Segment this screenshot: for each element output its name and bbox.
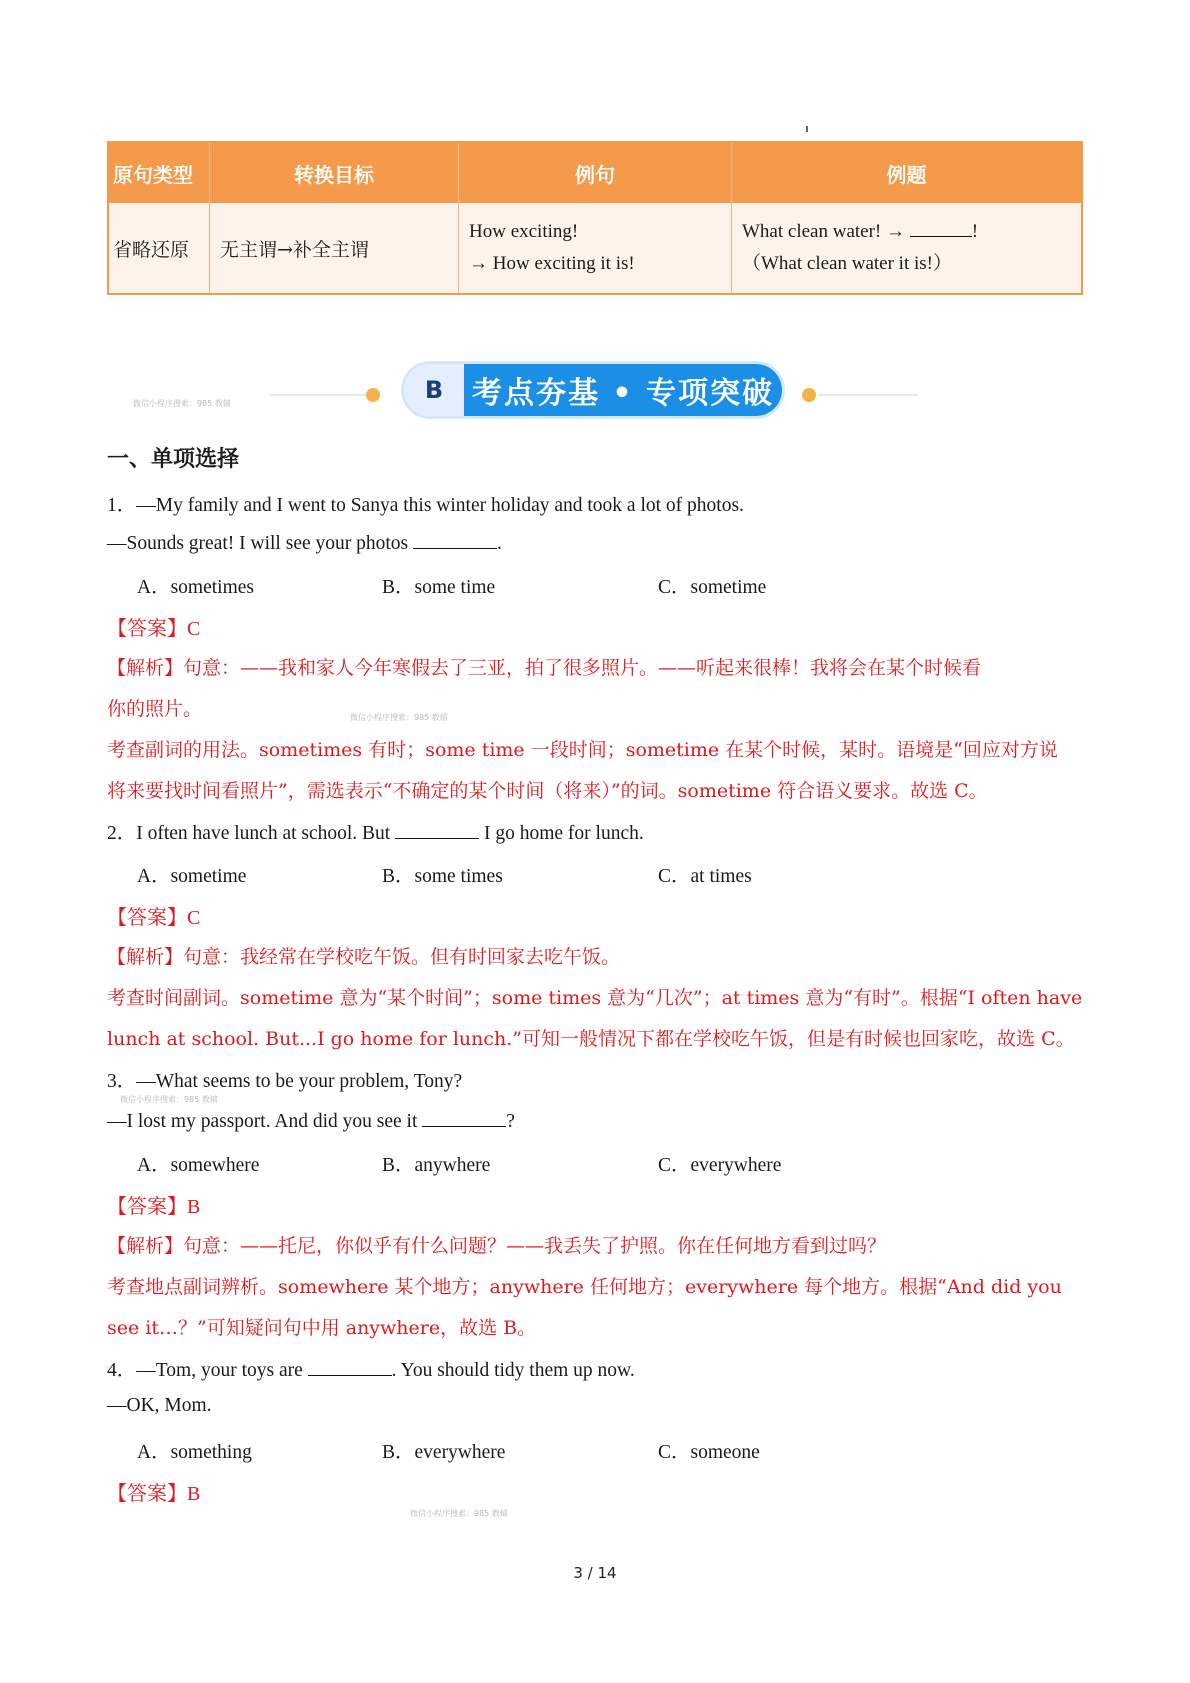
q2-option-a: A．sometime: [137, 866, 247, 887]
answer-blank: [422, 1108, 506, 1127]
example-line-2: → How exciting it is!: [469, 253, 635, 274]
answer-blank: [395, 820, 479, 839]
q3-answer: 【答案】B: [107, 1196, 201, 1218]
answer-blank: [308, 1357, 392, 1376]
header-target: 转换目标: [210, 142, 459, 203]
banner-line-left: [270, 394, 370, 396]
exercise-line-2: （What clean water it is!）: [742, 253, 952, 274]
q3-text: —I lost my passport. And did you see it: [107, 1111, 418, 1132]
q4-option-a: A．something: [137, 1442, 252, 1463]
answer-blank: [413, 530, 497, 549]
q3-explanation-3: see it…？”可知疑问句中用 anywhere，故选 B。: [107, 1317, 537, 1339]
table-header-row: [108, 142, 1082, 203]
watermark: 微信小程序搜索：985 教辅: [120, 1095, 218, 1104]
q2-text-end: I go home for lunch.: [483, 823, 644, 844]
banner-line-right: [818, 394, 918, 396]
q1-option-b: B．some time: [382, 577, 496, 598]
q3-line-2: [107, 1108, 515, 1133]
q2-line-1: [107, 817, 644, 845]
cell-example: [459, 203, 732, 294]
q3-option-b: B．anywhere: [382, 1155, 491, 1176]
q3-option-a: A．somewhere: [137, 1155, 260, 1176]
banner-letter: B: [404, 364, 464, 416]
q2-option-c: C．at times: [658, 866, 752, 887]
watermark: 微信小程序搜索：985 教辅: [410, 1509, 508, 1518]
page-number: 3 / 14: [573, 1564, 617, 1582]
exercise-text: What clean water! →: [742, 221, 905, 242]
q1-explanation-1: 【解析】句意：——我和家人今年寒假去了三亚，拍了很多照片。——听起来很棒！我将会在某个时候看: [107, 657, 982, 679]
q2-answer: 【答案】C: [107, 907, 201, 929]
q2-text: 2．I often have lunch at school. But: [107, 823, 391, 844]
q4-line-1: [107, 1354, 635, 1382]
section-banner: [404, 364, 782, 416]
q1-explanation-4: 将来要找时间看照片”，需选表示“不确定的某个时间（将来）”的词。sometime 符合语义要求。故选 C。: [107, 780, 988, 802]
q4-option-b: B．everywhere: [382, 1442, 506, 1463]
banner-dot-right: [802, 388, 816, 402]
q2-explanation-3: lunch at school. But...I go home for lunch.”可知一般情况下都在学校吃午饭，但是有时候也回家吃，故选 C。: [107, 1028, 1075, 1050]
q1-answer: 【答案】C: [107, 618, 201, 640]
cell-type: 省略还原: [108, 203, 210, 294]
q1-option-a: A．sometimes: [137, 577, 254, 598]
banner-title: 考点夯基 • 专项突破: [464, 364, 782, 416]
banner-dot-left: [366, 388, 380, 402]
q3-explanation-2: 考查地点副词辨析。somewhere 某个地方；anywhere 任何地方；everywhere 每个地方。根据“And did you: [107, 1276, 1062, 1298]
scan-mark: [806, 126, 808, 132]
q4-line-2: —OK, Mom.: [107, 1395, 212, 1416]
q1-line-2: [107, 530, 502, 555]
q2-option-b: B．some times: [382, 866, 503, 887]
watermark: 微信小程序搜索：985 教辅: [133, 399, 231, 408]
q2-explanation-1: 【解析】句意：我经常在学校吃午饭。但有时回家去吃午饭。: [107, 946, 621, 968]
q1-punct: .: [497, 533, 502, 554]
q4-answer: 【答案】B: [107, 1483, 201, 1505]
header-exercise: 例题: [732, 142, 1083, 203]
header-example: 例句: [459, 142, 732, 203]
q1-option-c: C．sometime: [658, 577, 767, 598]
q3-punct: ?: [506, 1111, 515, 1132]
answer-blank: [910, 220, 972, 237]
header-type: 原句类型: [108, 142, 210, 203]
q1-explanation-2: 你的照片。: [107, 698, 203, 720]
sentence-conversion-table: [107, 141, 1083, 295]
example-line-1: How exciting!: [469, 221, 579, 242]
q3-explanation-1: 【解析】句意：——托尼，你似乎有什么问题？——我丢失了护照。你在任何地方看到过吗？: [107, 1235, 887, 1257]
exercise-line-1: [742, 216, 1071, 248]
section-heading: 一、单项选择: [107, 447, 240, 472]
exercise-punct: !: [971, 221, 979, 242]
table-row: [108, 203, 1082, 294]
q4-option-c: C．someone: [658, 1442, 760, 1463]
q4-text-end: . You should tidy them up now.: [391, 1360, 635, 1381]
cell-exercise: [732, 203, 1083, 294]
q2-explanation-2: 考查时间副词。sometime 意为“某个时间”；some times 意为“几次”；at times 意为“有时”。根据“I often have: [107, 987, 1083, 1009]
q1-line-1: 1．—My family and I went to Sanya this winter holiday and took a lot of photos.: [107, 495, 744, 516]
cell-target: 无主谓→补全主谓: [210, 203, 459, 294]
watermark: 微信小程序搜索：985 教辅: [350, 713, 448, 722]
q3-line-1: 3．—What seems to be your problem, Tony?: [107, 1071, 463, 1092]
q3-option-c: C．everywhere: [658, 1155, 782, 1176]
q1-text: —Sounds great! I will see your photos: [107, 533, 409, 554]
q4-text: 4．—Tom, your toys are: [107, 1360, 303, 1381]
q1-explanation-3: 考查副词的用法。sometimes 有时；some time 一段时间；sometime 在某个时候，某时。语境是“回应对方说: [107, 739, 1058, 761]
